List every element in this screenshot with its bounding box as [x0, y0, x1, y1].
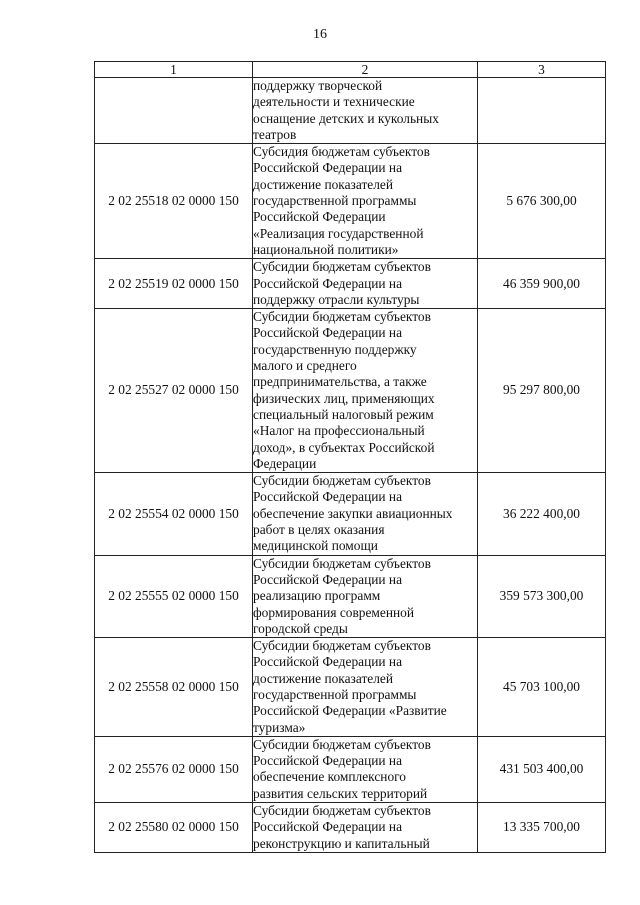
description-line: достижение показателей	[253, 176, 394, 192]
table-row	[95, 473, 606, 555]
table-header-row	[95, 62, 606, 78]
table-row	[95, 736, 606, 802]
description-line: Федерации	[253, 455, 317, 471]
description-line: реконструкцию и капитальный	[253, 835, 430, 851]
budget-code-cell: 2 02 25554 02 0000 150	[95, 473, 253, 555]
column-header-1: 1	[95, 62, 253, 78]
budget-code-cell: 2 02 25555 02 0000 150	[95, 555, 253, 637]
budget-table	[94, 61, 606, 853]
description-line: городской среды	[253, 620, 348, 636]
budget-code-cell: 2 02 25519 02 0000 150	[95, 259, 253, 309]
description-line: Субсидии бюджетам субъектов	[253, 638, 431, 654]
description-line: государственной программы	[253, 193, 417, 209]
description-line: Российской Федерации на	[253, 325, 403, 341]
amount-cell: 45 703 100,00	[478, 638, 606, 737]
description-line: поддержку творческой	[253, 78, 383, 93]
table-row	[95, 638, 606, 737]
description-line: национальной политики»	[253, 241, 399, 257]
description-line: Субсидии бюджетам субъектов	[253, 803, 431, 819]
description-cell	[253, 473, 478, 555]
description-line: специальный налоговый режим	[253, 406, 434, 422]
description-line: туризма»	[253, 719, 306, 735]
amount-cell	[478, 78, 606, 144]
description-line: развития сельских территорий	[253, 785, 428, 801]
description-cell	[253, 736, 478, 802]
description-line: Российской Федерации на	[253, 654, 403, 670]
description-cell	[253, 78, 478, 144]
description-cell	[253, 638, 478, 737]
description-cell	[253, 259, 478, 309]
table-row	[95, 259, 606, 309]
amount-cell: 95 297 800,00	[478, 309, 606, 473]
description-line: Субсидии бюджетам субъектов	[253, 309, 431, 325]
description-line: Российской Федерации	[253, 209, 386, 225]
description-line: обеспечение закупки авиационных	[253, 505, 453, 521]
description-line: доход», в субъектах Российской	[253, 439, 435, 455]
description-line: медицинской помощи	[253, 538, 378, 554]
description-line: Субсидии бюджетам субъектов	[253, 473, 431, 489]
description-line: «Налог на профессиональный	[253, 423, 425, 439]
description-line: достижение показателей	[253, 670, 394, 686]
description-line: Субсидии бюджетам субъектов	[253, 259, 431, 275]
description-cell	[253, 144, 478, 259]
column-header-3: 3	[478, 62, 606, 78]
amount-cell: 359 573 300,00	[478, 555, 606, 637]
description-line: деятельности и технические	[253, 94, 415, 110]
description-line: Российской Федерации «Развитие	[253, 703, 447, 719]
description-line: физических лиц, применяющих	[253, 390, 435, 406]
page-number: 16	[313, 27, 327, 42]
description-line: малого и среднего	[253, 358, 357, 374]
budget-code-cell: 2 02 25518 02 0000 150	[95, 144, 253, 259]
table-row	[95, 144, 606, 259]
description-line: формирования современной	[253, 604, 415, 620]
description-line: театров	[253, 126, 297, 142]
column-header-2: 2	[253, 62, 478, 78]
description-line: Российской Федерации на	[253, 819, 403, 835]
amount-cell: 431 503 400,00	[478, 736, 606, 802]
amount-cell: 13 335 700,00	[478, 803, 606, 853]
description-cell	[253, 309, 478, 473]
budget-code-cell: 2 02 25580 02 0000 150	[95, 803, 253, 853]
description-line: Российской Федерации на	[253, 275, 403, 291]
description-line: предпринимательства, а также	[253, 374, 427, 390]
description-line: Российской Федерации на	[253, 160, 403, 176]
description-line: Субсидии бюджетам субъектов	[253, 736, 431, 752]
description-line: реализацию программ	[253, 588, 381, 604]
description-line: Субсидия бюджетам субъектов	[253, 144, 430, 160]
description-line: оснащение детских и кукольных	[253, 110, 439, 126]
description-line: обеспечение комплексного	[253, 769, 406, 785]
description-line: государственную поддержку	[253, 341, 417, 357]
table-row	[95, 309, 606, 473]
description-cell	[253, 555, 478, 637]
table-body	[95, 78, 606, 853]
table-row	[95, 78, 606, 144]
budget-code-cell: 2 02 25558 02 0000 150	[95, 638, 253, 737]
description-line: Субсидии бюджетам субъектов	[253, 555, 431, 571]
description-line: Российской Федерации на	[253, 571, 403, 587]
description-line: «Реализация государственной	[253, 225, 424, 241]
description-line: поддержку отрасли культуры	[253, 291, 420, 307]
description-line: Российской Федерации на	[253, 489, 403, 505]
budget-code-cell: 2 02 25576 02 0000 150	[95, 736, 253, 802]
description-line: работ в целях оказания	[253, 522, 385, 538]
table-row	[95, 555, 606, 637]
budget-code-cell: 2 02 25527 02 0000 150	[95, 309, 253, 473]
table-row	[95, 803, 606, 853]
description-line: Российской Федерации на	[253, 753, 403, 769]
amount-cell: 5 676 300,00	[478, 144, 606, 259]
budget-code-cell	[95, 78, 253, 144]
description-line: государственной программы	[253, 686, 417, 702]
description-cell	[253, 803, 478, 853]
amount-cell: 46 359 900,00	[478, 259, 606, 309]
amount-cell: 36 222 400,00	[478, 473, 606, 555]
